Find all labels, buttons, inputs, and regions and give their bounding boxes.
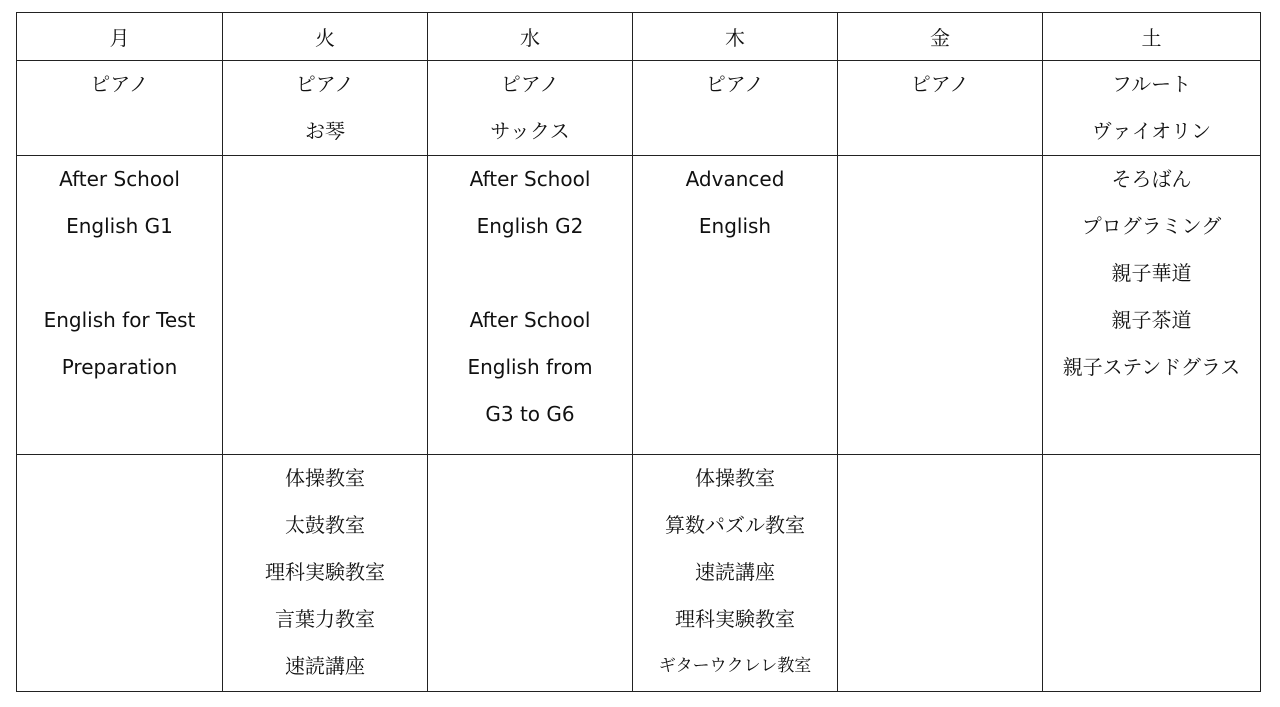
lesson-item: 算数パズル教室: [665, 513, 805, 537]
cell-mon-english: [17, 156, 223, 455]
cell-fri-classes: [838, 455, 1043, 692]
cell-mon-classes: [17, 455, 223, 692]
lesson-item: 速読講座: [695, 560, 775, 584]
lesson-item: 速読講座: [285, 654, 365, 678]
lesson-item: ピアノ: [295, 72, 355, 96]
lesson-item: After School: [469, 167, 591, 191]
cell-fri-music: [838, 61, 1043, 156]
lesson-item: G3 to G6: [485, 402, 575, 426]
lesson-item: English G2: [476, 214, 584, 238]
cell-sat-classes: [1043, 455, 1261, 692]
lesson-item: サックス: [490, 119, 570, 143]
lesson-item: そろばん: [1111, 167, 1192, 191]
header-row: [17, 13, 1261, 61]
day-header-thu: 木: [633, 13, 838, 61]
lesson-item: English from: [467, 355, 593, 379]
cell-thu-classes: [633, 455, 838, 692]
lesson-item: English G1: [66, 214, 173, 238]
lesson-item: 体操教室: [285, 466, 365, 490]
lesson-item: お琴: [305, 119, 345, 143]
lesson-item: English: [698, 214, 772, 238]
cell-sat-music: [1043, 61, 1261, 156]
lesson-item: プログラミング: [1081, 214, 1222, 238]
lesson-item: 親子茶道: [1111, 308, 1192, 332]
lesson-item: English for Test: [43, 308, 196, 332]
weekly-schedule-table: [16, 12, 1261, 692]
lesson-item: After School: [469, 308, 591, 332]
lesson-item: 言葉力教室: [275, 607, 375, 631]
cell-thu-music: [633, 61, 838, 156]
cell-wed-classes: [428, 455, 633, 692]
cell-mon-music: [17, 61, 223, 156]
lesson-item: 理科実験教室: [675, 607, 795, 631]
lesson-item: 太鼓教室: [285, 513, 365, 537]
lesson-item: 理科実験教室: [265, 560, 385, 584]
lesson-item: ピアノ: [705, 72, 765, 96]
day-header-mon: 月: [17, 13, 223, 61]
day-header-tue: 火: [223, 13, 428, 61]
lesson-item: 体操教室: [695, 466, 775, 490]
music-lessons-row: [17, 61, 1261, 156]
lesson-item: Preparation: [61, 355, 178, 379]
cell-thu-english: [633, 156, 838, 455]
lesson-item: ピアノ: [910, 72, 970, 96]
lesson-item: Advanced: [685, 167, 785, 191]
cell-wed-english: [428, 156, 633, 455]
cell-tue-english: [223, 156, 428, 455]
cell-fri-english: [838, 156, 1043, 455]
day-header-fri: 金: [838, 13, 1043, 61]
cell-tue-classes: [223, 455, 428, 692]
lesson-item: ピアノ: [500, 72, 560, 96]
lesson-item: ギターウクレレ教室: [658, 656, 812, 676]
lesson-item: 親子華道: [1111, 261, 1192, 285]
lesson-item: フルート: [1111, 72, 1192, 96]
lesson-item: 親子ステンドグラス: [1062, 355, 1241, 379]
lesson-item: ヴァイオリン: [1091, 119, 1212, 143]
cell-wed-music: [428, 61, 633, 156]
day-header-sat: 土: [1043, 13, 1261, 61]
cell-sat-english: [1043, 156, 1261, 455]
lesson-item: After School: [59, 167, 180, 191]
classes-row: [17, 455, 1261, 692]
day-header-wed: 水: [428, 13, 633, 61]
lesson-item: ピアノ: [90, 72, 149, 96]
cell-tue-music: [223, 61, 428, 156]
english-lessons-row: [17, 156, 1261, 455]
